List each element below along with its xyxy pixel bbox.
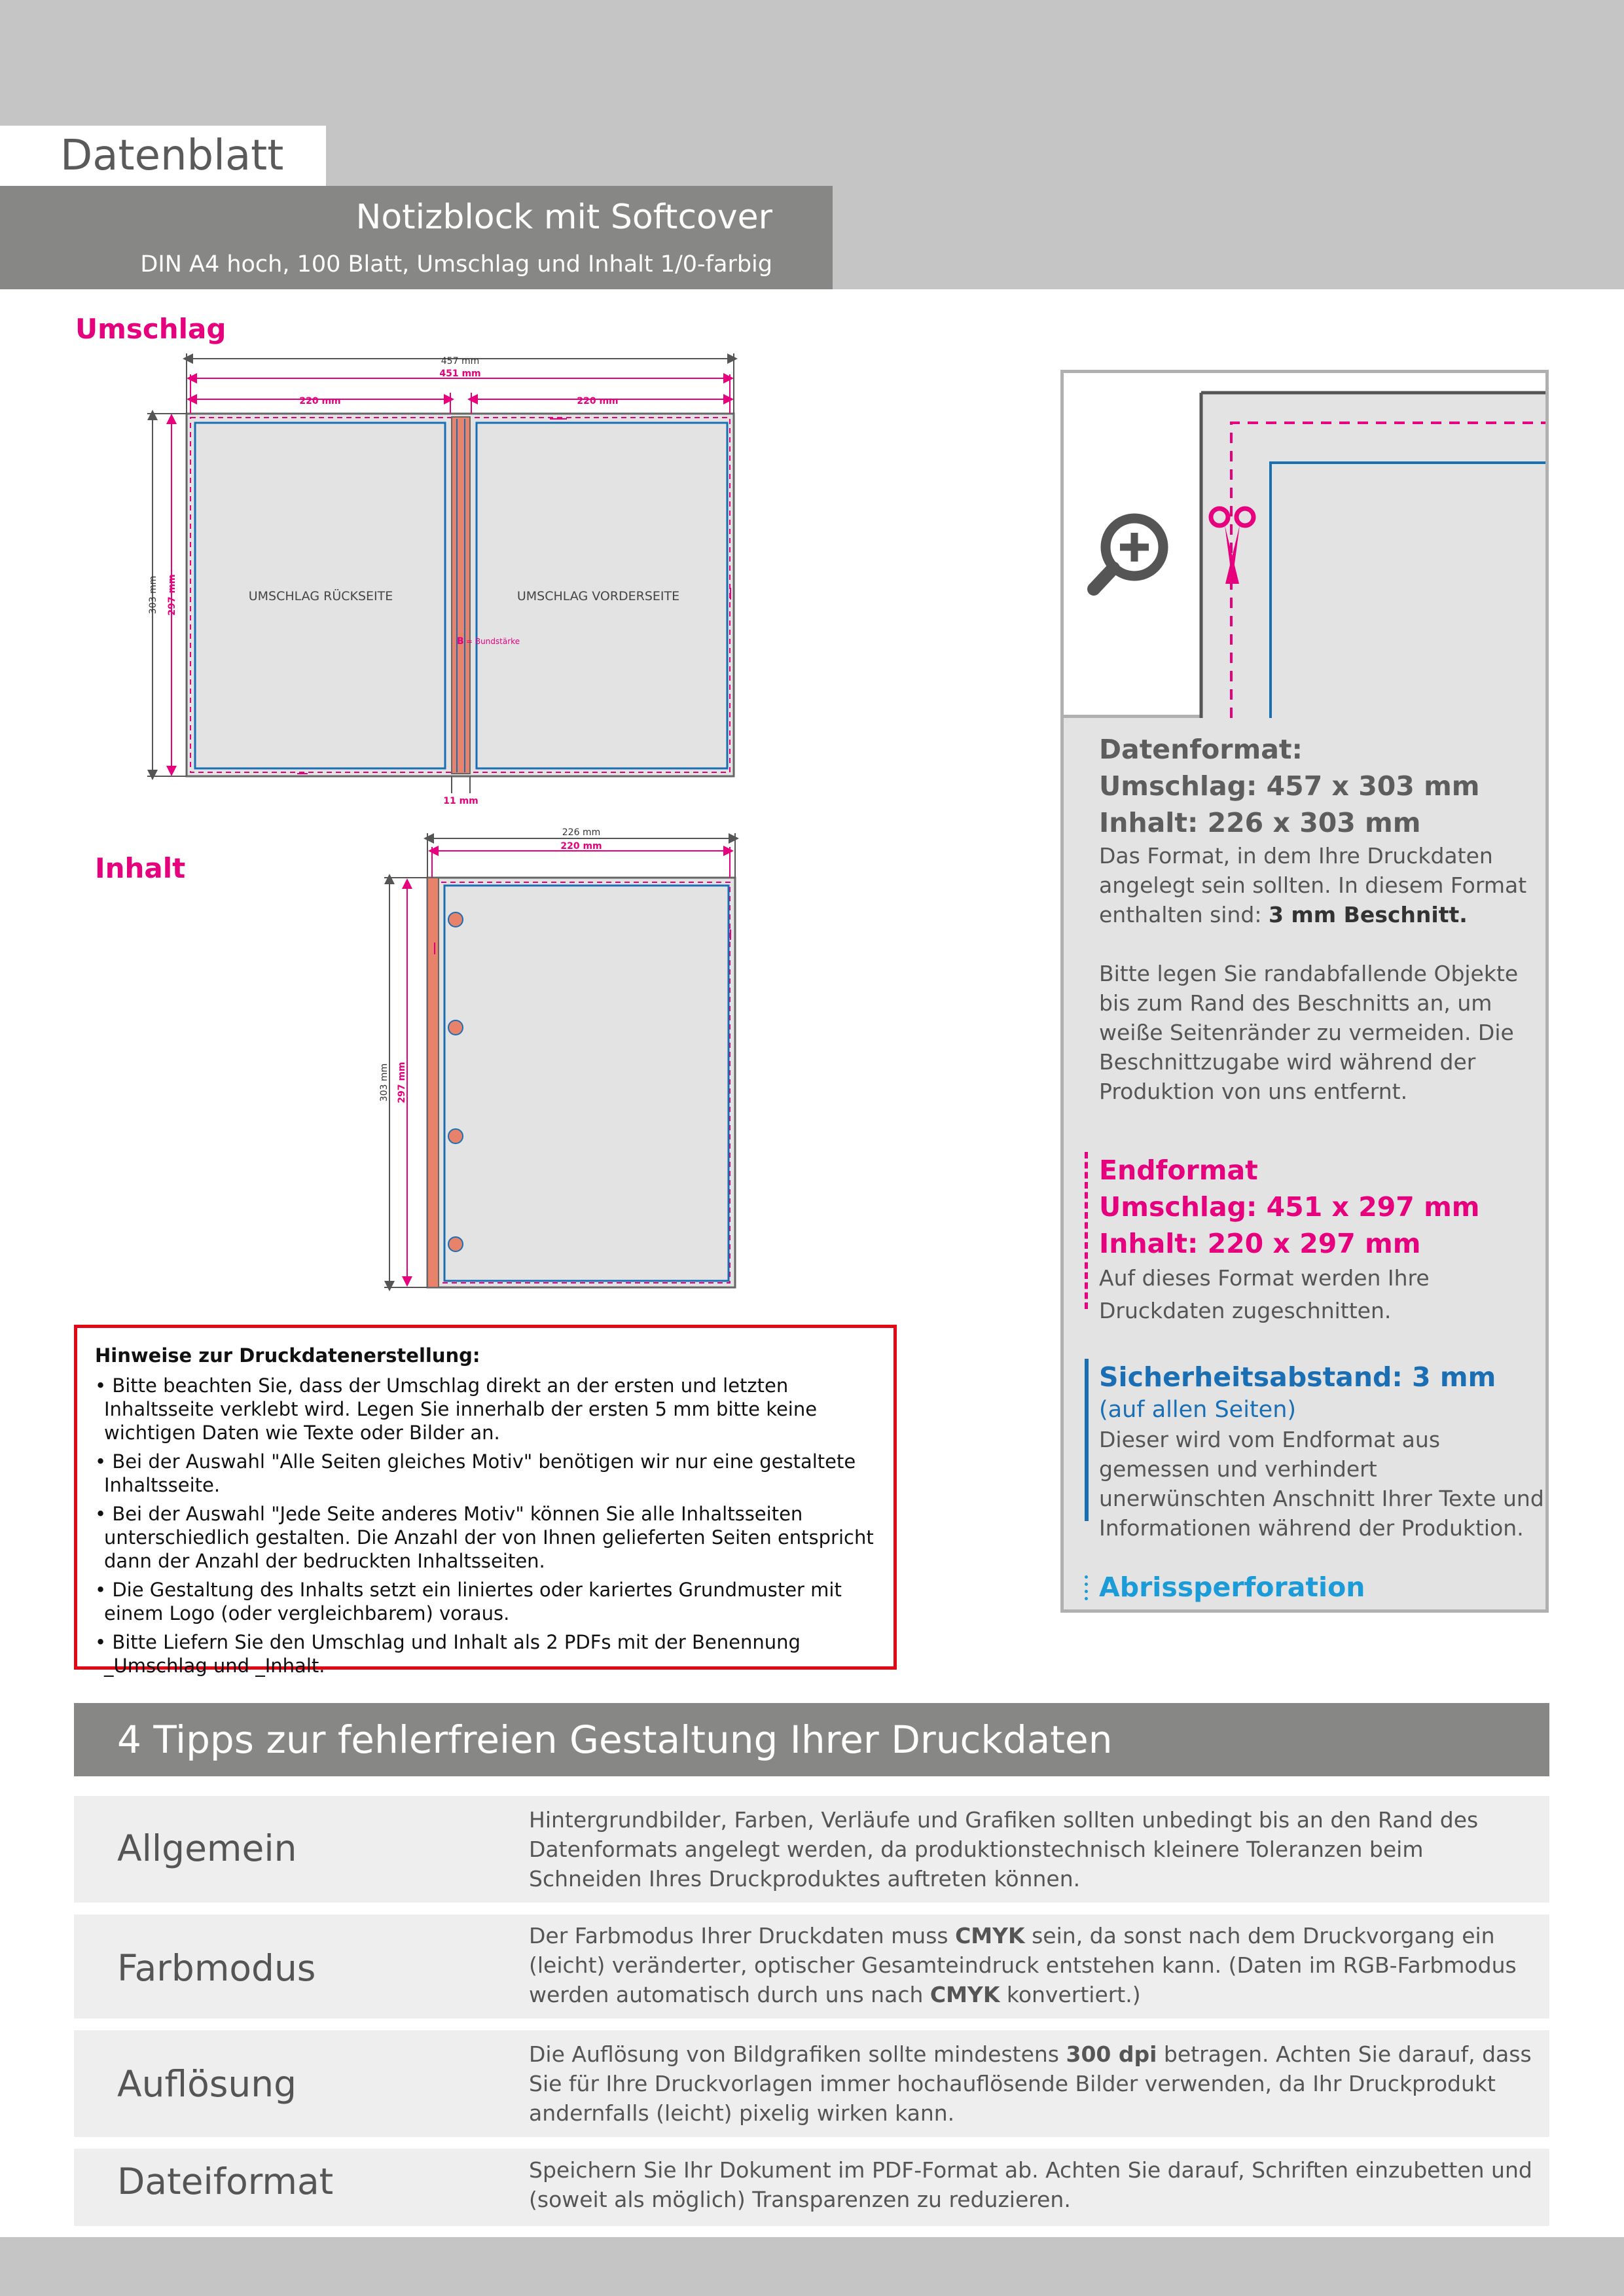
safety-title: Sicherheitsabstand: 3 mm <box>1099 1361 1496 1393</box>
tip-text: Die Auflösung von Bildgrafiken sollte mindestens 300 dpi betragen. Achten Sie darauf, dass Sie für Ihre Druckvorlagen immer hochauflösende Bilder verwenden, da Ihr Druckprodukt andernfalls (leicht) pixelig wirken kann. <box>529 2041 1532 2126</box>
tip-text: Der Farbmodus Ihrer Druckdaten muss CMYK sein, da sonst nach dem Druckvorgang ein (leicht) veränderter, optischer Gesamteindruck entstehen kann. (Daten im RGB-Farbmodus werden automatisch durch uns nach CMYK konvertiert.) <box>529 1923 1517 2007</box>
binding-hole <box>448 1237 463 1251</box>
binding-hole <box>448 1129 463 1143</box>
datenformat-bleed-note: Bitte legen Sie randabfallende Objekte bis zum Rand des Beschnitts an, um weiße Seitenränder zu vermeiden. Die Beschnittzugabe wird während der Produktion von uns entfernt. <box>1099 961 1519 1104</box>
content-dim-final-height: 297 mm <box>397 1062 407 1103</box>
spine-width-label: 11 mm <box>443 796 478 806</box>
perforation-title: Abrissperforation <box>1099 1571 1365 1603</box>
tip-label: Dateiformat <box>117 2161 334 2202</box>
datenformat-inner: Inhalt: 226 x 303 mm <box>1099 807 1421 838</box>
product-spec: DIN A4 hoch, 100 Blatt, Umschlag und Inhalt 1/0-farbig <box>140 251 772 278</box>
cover-dim-final-height: 297 mm <box>167 574 177 616</box>
endformat-description: Auf dieses Format werden Ihre Druckdaten zugeschnitten. <box>1099 1265 1430 1323</box>
tips-header: 4 Tipps zur fehlerfreien Gestaltung Ihrer Druckdaten <box>74 1703 1549 1776</box>
tip-label: Farbmodus <box>117 1947 316 1989</box>
datenformat-description: Das Format, in dem Ihre Druckdaten angelegt sein sollten. In diesem Format enthalten sind: 3 mm Beschnitt. <box>1099 843 1527 927</box>
safety-description: Dieser wird vom Endformat aus gemessen und verhindert unerwünschten Anschnitt Ihrer Texte und Informationen während der Produktion. <box>1099 1427 1544 1541</box>
cover-back-label: UMSCHLAG RÜCKSEITE <box>248 589 393 603</box>
content-dim-final-width: 220 mm <box>560 841 602 852</box>
cover-dim-right-panel: 220 mm <box>577 396 619 406</box>
binding-hole <box>448 1020 463 1035</box>
hint-item: • Bei der Auswahl "Alle Seiten gleiches Motiv" benötigen wir nur eine gestaltete Inhaltsseite. <box>95 1450 856 1496</box>
safety-subtitle: (auf allen Seiten) <box>1099 1397 1297 1423</box>
tip-row-allgemein <box>74 1796 1549 1903</box>
bottom-band <box>0 2237 1624 2296</box>
spine-note: = Bundstärke <box>466 637 520 646</box>
hints-list <box>95 1374 893 1677</box>
tip-row-farbmodus <box>74 1914 1549 2018</box>
format-info-text <box>1099 731 1544 1605</box>
cover-dim-left-panel: 220 mm <box>299 396 341 406</box>
content-dim-total-height: 303 mm <box>379 1063 389 1102</box>
hints-title: Hinweise zur Druckdatenerstellung: <box>95 1344 480 1367</box>
endformat-cover: Umschlag: 451 x 297 mm <box>1099 1191 1480 1223</box>
endformat-title: Endformat <box>1099 1155 1258 1186</box>
cover-dim-total-height: 303 mm <box>148 575 158 615</box>
datenformat-title: Datenformat: <box>1099 734 1303 765</box>
hint-item: • Die Gestaltung des Inhalts setzt ein liniertes oder kariertes Grundmuster mit einem Logo (oder vergleichbarem) voraus. <box>95 1579 842 1624</box>
tip-label: Allgemein <box>117 1827 297 1869</box>
tip-label: Auflösung <box>117 2063 297 2105</box>
safety-section <box>1099 1359 1544 1543</box>
document-type-title: Datenblatt <box>0 126 326 186</box>
hint-item: • Bitte Liefern Sie den Umschlag und Inhalt als 2 PDFs mit der Benennung _Umschlag und _Inhalt. <box>95 1631 801 1677</box>
binding-hole <box>448 912 463 927</box>
cover-dim-total-width: 457 mm <box>441 356 480 367</box>
content-dim-total-width: 226 mm <box>562 827 601 838</box>
cover-heading: Umschlag <box>75 313 226 345</box>
tip-text: Speichern Sie Ihr Dokument im PDF-Format ab. Achten Sie darauf, Schriften einzubetten und (soweit als möglich) Transparenzen zu reduzieren. <box>529 2157 1532 2212</box>
datenformat-section <box>1099 731 1544 1106</box>
product-title: Notizblock mit Softcover <box>355 198 772 237</box>
hint-item: • Bei der Auswahl "Jede Seite anderes Motiv" können Sie alle Inhaltsseiten unterschiedlich gestalten. Die Anzahl der von Ihnen gelieferten Seiten entspricht dann der Anzahl der bedruckten Inhaltsseiten. <box>95 1503 874 1572</box>
cover-dim-final-width: 451 mm <box>439 368 481 379</box>
spine-mark: B <box>457 636 464 647</box>
datenformat-cover: Umschlag: 457 x 303 mm <box>1099 770 1480 802</box>
hint-item: • Bitte beachten Sie, dass der Umschlag direkt an der ersten und letzten Inhaltsseite verklebt wird. Legen Sie innerhalb der ersten 5 mm bitte keine wichtigen Daten wie Texte oder Bilder an. <box>95 1374 818 1444</box>
zoom-in-icon <box>1094 518 1163 589</box>
print-hints-box <box>74 1325 897 1677</box>
format-info-panel <box>1060 370 1549 1613</box>
tip-row-aufloesung <box>74 2030 1549 2137</box>
perforation-section <box>1099 1569 1544 1605</box>
content-heading: Inhalt <box>95 852 186 884</box>
tip-row-dateiformat <box>74 2149 1549 2226</box>
tip-text: Hintergrundbilder, Farben, Verläufe und Grafiken sollten unbedingt bis an den Rand des Datenformats angelegt werden, da produktionstechnisch kleinere Toleranzen beim Schneiden Ihres Druckproduktes auftreten können. <box>529 1807 1479 1892</box>
endformat-inner: Inhalt: 220 x 297 mm <box>1099 1228 1421 1259</box>
bleed-zoom-illustration <box>1064 373 1545 718</box>
cover-front-label: UMSCHLAG VORDERSEITE <box>516 589 680 603</box>
endformat-section <box>1099 1152 1544 1327</box>
